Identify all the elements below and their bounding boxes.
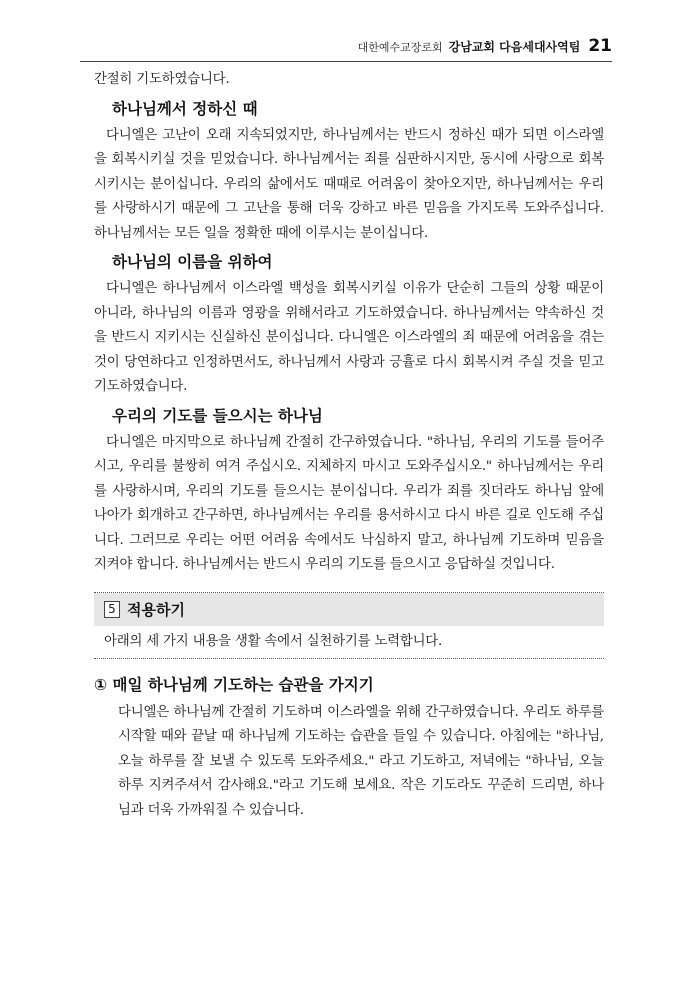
application-title: 적용하기 xyxy=(127,600,185,619)
header-church: 강남교회 다음세대사역팀 xyxy=(448,40,581,54)
section-number-badge: 5 xyxy=(104,601,120,618)
application-section-bar xyxy=(94,593,604,626)
page-content xyxy=(94,68,604,823)
section-paragraph: 다니엘은 하나님께서 이스라엘 백성을 회복시키실 이유가 단순히 그들의 상황 때문이 아니라, 하나님의 이름과 영광을 위해서라고 기도하였습니다. 하나님께서는 약속하신 것을 반드시 지키시는 신실하신 분이십니다. 다니엘은 이스라엘의 죄 때문에 어려움을 겪는 것이 당연하다고 인정하면서도, 하나님께서 사랑과 긍휼로 다시 회복시켜 주실 것을 믿고 기도하였습니다. xyxy=(94,281,604,394)
section-paragraph: 다니엘은 마지막으로 하나님께 간절히 간구하였습니다. "하나님, 우리의 기도를 들어주시고, 우리를 불쌍히 여겨 주십시오. 지체하지 마시고 도와주십시오." 하나님께서는 우리를 사랑하시며, 우리의 기도를 들으시는 분이십니다. 우리가 죄를 짓더라도 하나님 앞에 나아가 회개하고 간구하면, 하나님께서는 우리를 용서하시고 다시 바른 길로 인도해 주십니다. 그러므로 우리는 어떤 어려움 속에서도 낙심하지 말고, 하나님께 기도하며 믿음을 지켜야 합니다. 하나님께서는 반드시 우리의 기도를 들으시고 응답하실 것입니다. xyxy=(94,434,604,572)
header-rule xyxy=(80,61,612,62)
continued-paragraph: 간절히 기도하였습니다. xyxy=(94,72,230,87)
application-intro: 아래의 세 가지 내용을 생활 속에서 실천하기를 노력합니다. xyxy=(94,626,604,659)
application-item-heading: ① 매일 하나님께 기도하는 습관을 가지기 xyxy=(94,675,374,694)
running-header xyxy=(80,36,612,56)
header-org: 대한예수교장로회 xyxy=(357,41,443,54)
section-heading: 하나님께서 정하신 때 xyxy=(112,99,258,118)
section-heading: 하나님의 이름을 위하여 xyxy=(112,253,273,271)
section-heading: 우리의 기도를 들으시는 하나님 xyxy=(112,406,323,425)
application-item-text: 다니엘은 하나님께 간절히 기도하며 이스라엘을 위해 간구하였습니다. 우리도 하루를 시작할 때와 끝날 때 하나님께 기도하는 습관을 들일 수 있습니다. 아침에는 "하나님, 오늘 하루를 잘 보낼 수 있도록 도와주세요." 라고 기도하고, 저녁에는 "하나님, 오늘 하루 지켜주셔서 감사해요."라고 기도해 보세요. 작은 기도라도 꾸준히 드리면, 하나님과 더욱 가까워질 수 있습니다. xyxy=(118,704,604,818)
page-number: 21 xyxy=(588,36,612,56)
section-paragraph: 다니엘은 고난이 오래 지속되었지만, 하나님께서는 반드시 정하신 때가 되면 이스라엘을 회복시키실 것을 믿었습니다. 하나님께서는 죄를 심판하시지만, 동시에 사랑으로 회복시키시는 분이십니다. 우리의 삶에서도 때때로 어려움이 찾아오지만, 하나님께서는 우리를 사랑하시기 때문에 그 고난을 통해 더욱 강하고 바른 믿음을 가지도록 도와주십니다. 하나님께서는 모든 일을 정확한 때에 이루시는 분이십니다. xyxy=(94,127,604,241)
